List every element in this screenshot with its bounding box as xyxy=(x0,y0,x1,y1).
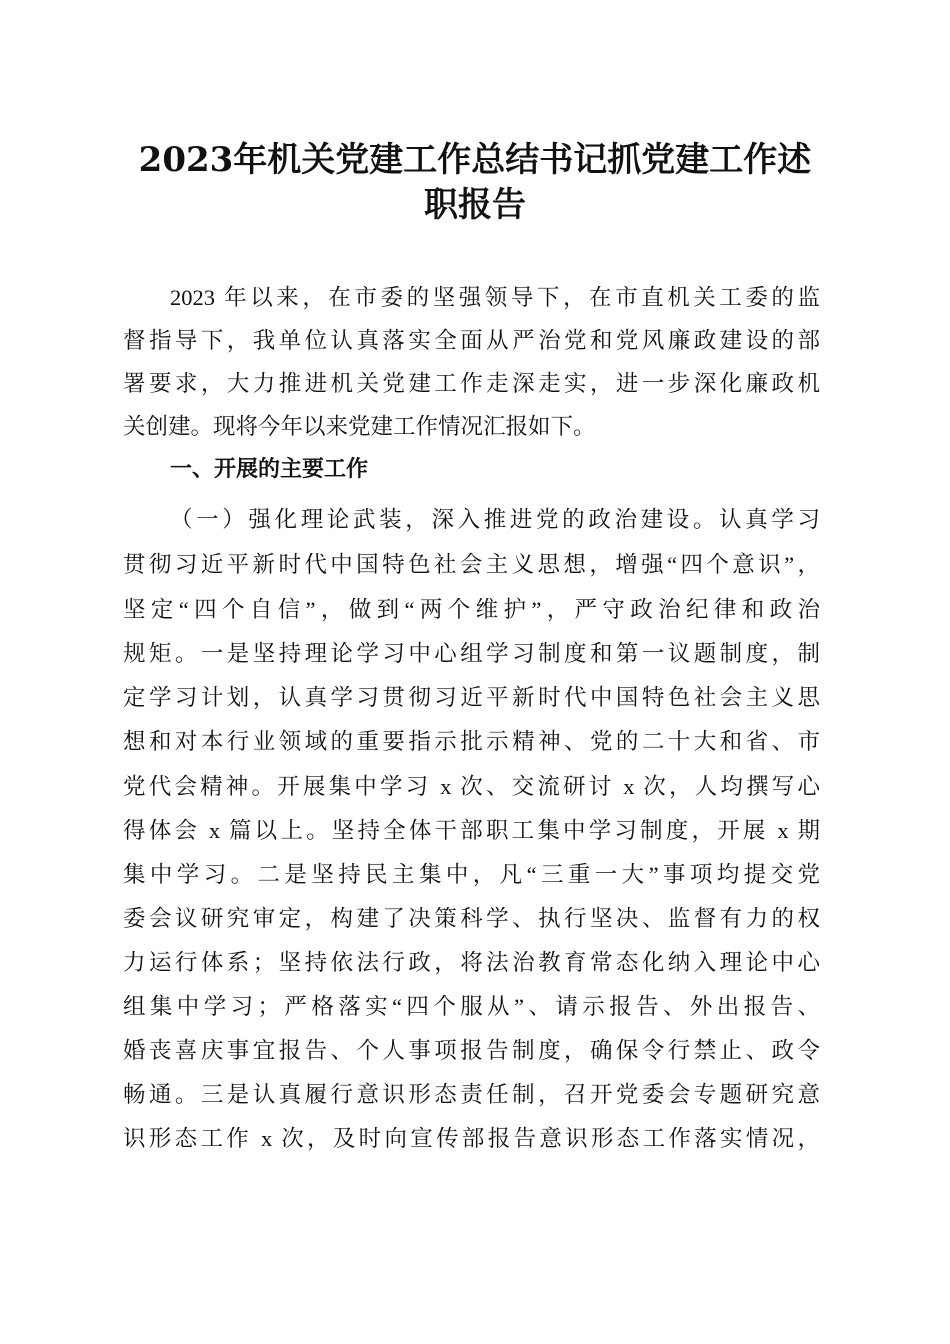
paragraph-line: 畅通。三是认真履行意识形态责任制，召开党委会专题研究意 xyxy=(123,1082,820,1107)
paragraph-line: 集中学习。二是坚持民主集中，凡“三重一大”事项均提交党 xyxy=(123,862,820,887)
paragraph-line: 委会议研究审定，构建了决策科学、执行坚决、监督有力的权 xyxy=(123,906,820,931)
paragraph-line: 规矩。一是坚持理论学习中心组学习制度和第一议题制度，制 xyxy=(123,641,820,666)
paragraph-line: 署要求，大力推进机关党建工作走深走实，进一步深化廉政机 xyxy=(123,371,820,396)
paragraph-line: 贯彻习近平新时代中国特色社会主义思想，增强“四个意识”， xyxy=(123,552,820,577)
paragraph-line: 想和对本行业领域的重要指示批示精神、党的二十大和省、市 xyxy=(123,729,820,754)
paragraph-line: 2023 年以来，在市委的坚强领导下，在市直机关工委的监 xyxy=(170,285,820,310)
paragraph-line: 组集中学习；严格落实“四个服从”、请示报告、外出报告、 xyxy=(123,994,820,1019)
paragraph-line: 坚定“四个自信”，做到“两个维护”，严守政治纪律和政治 xyxy=(123,597,820,622)
paragraph-line: 得体会 x 篇以上。坚持全体干部职工集中学习制度，开展 x 期 xyxy=(123,818,820,843)
paragraph-line: 党代会精神。开展集中学习 x 次、交流研讨 x 次，人均撰写心 xyxy=(123,774,820,799)
section-heading: 一、开展的主要工作 xyxy=(170,457,369,482)
paragraph-line: 督指导下，我单位认真落实全面从严治党和党风廉政建设的部 xyxy=(123,328,820,353)
paragraph-line: 识形态工作 x 次，及时向宣传部报告意识形态工作落实情况， xyxy=(123,1126,820,1151)
paragraph-line: 力运行体系；坚持依法行政，将法治教育常态化纳入理论中心 xyxy=(123,950,820,975)
paragraph-line: 定学习计划，认真学习贯彻习近平新时代中国特色社会主义思 xyxy=(123,685,820,710)
document-title-line-1: 2023年机关党建工作总结书记抓党建工作述 xyxy=(138,140,812,180)
paragraph-line: 婚丧喜庆事宜报告、个人事项报告制度，确保令行禁止、政令 xyxy=(123,1038,820,1063)
paragraph-line: 关创建。现将今年以来党建工作情况汇报如下。 xyxy=(123,414,596,439)
paragraph-line: （一）强化理论武装，深入推进党的政治建设。认真学习 xyxy=(170,507,820,532)
document-title-line-2: 职报告 xyxy=(424,185,526,225)
